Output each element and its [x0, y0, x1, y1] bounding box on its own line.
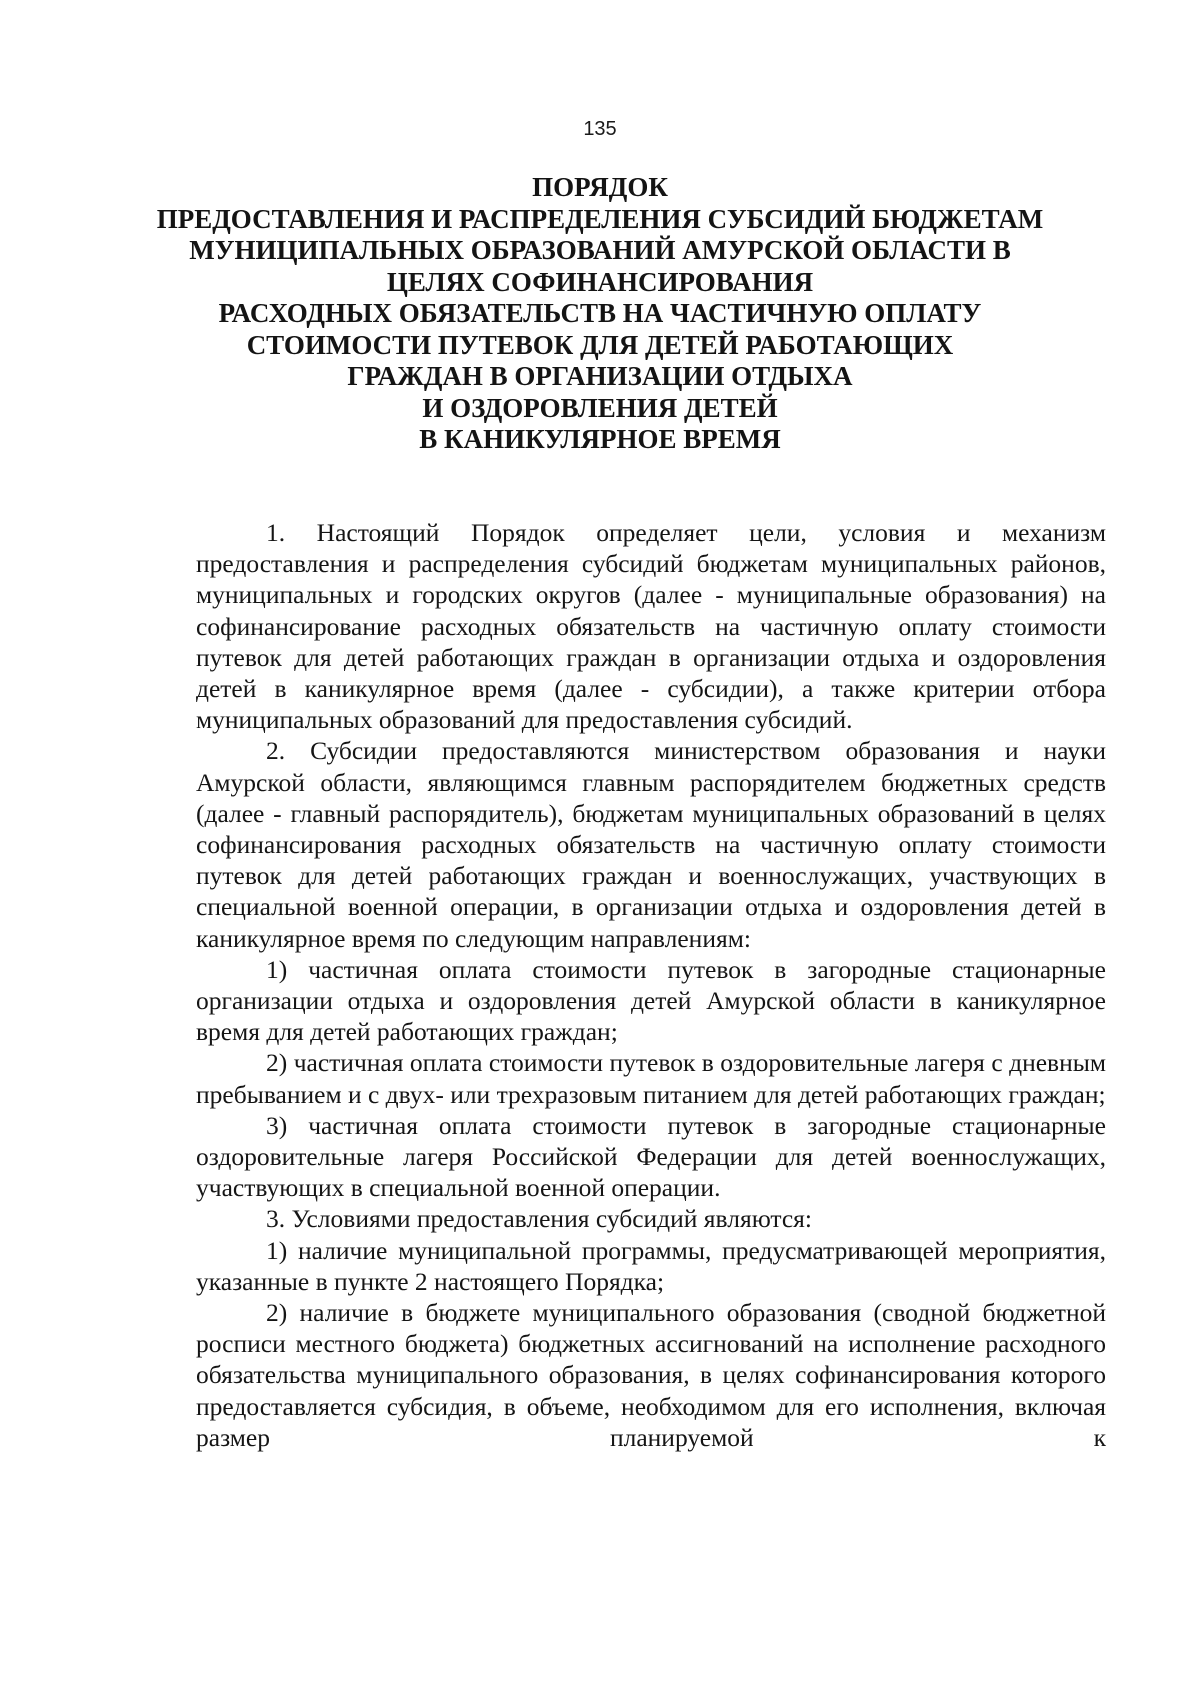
- title-line: В КАНИКУЛЯРНОЕ ВРЕМЯ: [419, 424, 781, 454]
- title-line: СТОИМОСТИ ПУТЕВОК ДЛЯ ДЕТЕЙ РАБОТАЮЩИХ: [246, 329, 954, 360]
- paragraph-3-item-1: 1) наличие муниципальной программы, предусматривающей мероприятия, указанные в пункте 2 настоящего Порядка;: [196, 1235, 1106, 1296]
- paragraph-3-item-2: 2) наличие в бюджете муниципального образования (сводной бюджетной росписи местного бюджета) бюджетных ассигнований на исполнение расходного обязательства муниципального образования, в целях софинансирования которого предоставляется субсидия, в объеме, необходимом для его исполнения, включая размер планируемой к: [196, 1298, 1106, 1452]
- paragraph-2-item-2: 2) частичная оплата стоимости путевок в оздоровительные лагеря с дневным пребыванием и с двух- или трехразовым питанием для детей работающих граждан;: [196, 1048, 1106, 1109]
- title-line: РАСХОДНЫХ ОБЯЗАТЕЛЬСТВ НА ЧАСТИЧНУЮ ОПЛАТУ: [218, 298, 982, 328]
- title-line: ПОРЯДОК: [532, 172, 668, 202]
- paragraph-2-item-3: 3) частичная оплата стоимости путевок в загородные стационарные оздоровительные лагеря Российской Федерации для детей военнослужащих, участвующих в специальной военной операции.: [196, 1110, 1106, 1203]
- title-line: ГРАЖДАН В ОРГАНИЗАЦИИ ОТДЫХА: [347, 361, 853, 391]
- document-body: [196, 517, 1106, 1453]
- page-number: 135: [583, 118, 617, 140]
- title-line: ЦЕЛЯХ СОФИНАНСИРОВАНИЯ: [386, 266, 814, 297]
- title-line: ПРЕДОСТАВЛЕНИЯ И РАСПРЕДЕЛЕНИЯ СУБСИДИЙ БЮДЖЕТАМ: [156, 203, 1044, 234]
- title-line: МУНИЦИПАЛЬНЫХ ОБРАЗОВАНИЙ АМУРСКОЙ ОБЛАСТИ В: [189, 235, 1011, 265]
- paragraph-3: 3. Условиями предоставления субсидий являются:: [266, 1204, 812, 1234]
- paragraph-2-item-1: 1) частичная оплата стоимости путевок в загородные стационарные организации отдыха и оздоровления детей Амурской области в каникулярное время для детей работающих граждан;: [196, 954, 1106, 1047]
- title-line: И ОЗДОРОВЛЕНИЯ ДЕТЕЙ: [422, 392, 778, 423]
- document-title: [150, 172, 1050, 456]
- paragraph-1: 1. Настоящий Порядок определяет цели, условия и механизм предоставления и распределения субсидий бюджетам муниципальных районов, муниципальных и городских округов (далее - муниципальные образования) на софинансирование расходных обязательств на частичную оплату стоимости путевок для детей работающих граждан в организации отдыха и оздоровления детей в каникулярное время (далее - субсидии), а также критерии отбора муниципальных образований для предоставления субсидий.: [196, 518, 1106, 735]
- paragraph-2: 2. Субсидии предоставляются министерством образования и науки Амурской области, являющимся главным распорядителем бюджетных средств (далее - главный распорядитель), бюджетам муниципальных образований в целях софинансирования расходных обязательств на частичную оплату стоимости путевок для детей работающих граждан и военнослужащих, участвующих в специальной военной операции, в организации отдыха и оздоровления детей в каникулярное время по следующим направлениям:: [196, 736, 1106, 953]
